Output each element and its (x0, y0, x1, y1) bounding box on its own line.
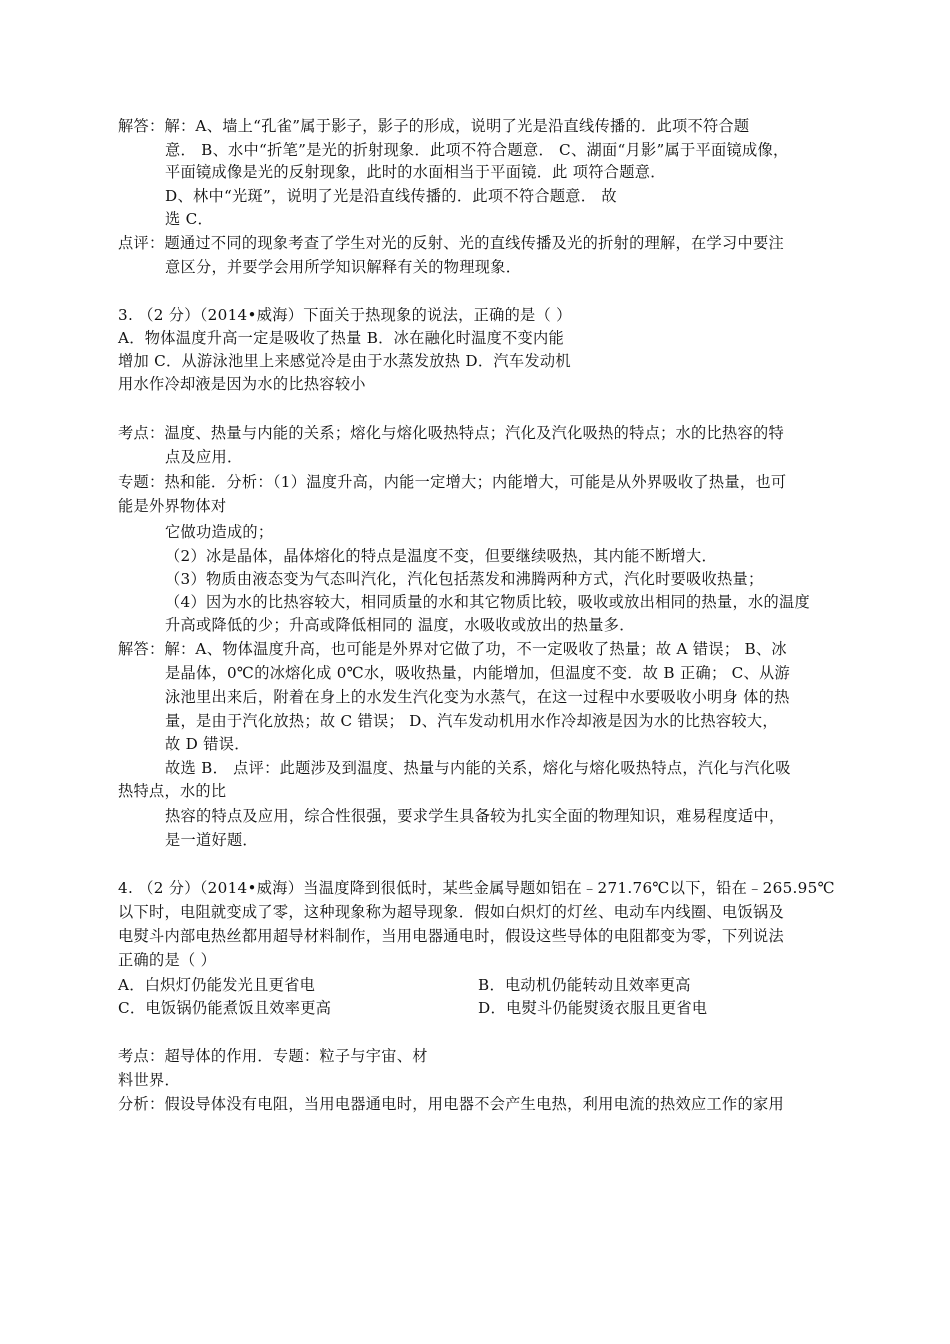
q3-answer-line-2: 是晶体，0℃的冰熔化成 0℃水，吸收热量，内能增加，但温度不变．故 B 正确； C、从游 (165, 664, 790, 682)
q2-answer-line-3: 平面镜成像是光的反射现象，此时的水面相当于平面镜．此 项符合题意． (165, 163, 666, 181)
q4-kaodian-line-1: 考点：超导体的作用．专题：粒子与宇宙、材 (118, 1047, 428, 1065)
q3-options-line-1: A．物体温度升高一定是吸收了热量 B．冰在融化时温度不变内能 (118, 329, 565, 347)
q3-analysis-line-3: 它做功造成的； (165, 523, 274, 541)
q3-analysis-line-7: 升高或降低的少；升高或降低相同的 温度，水吸收或放出的热量多． (165, 616, 635, 634)
q3-analysis-line-5: （3）物质由液态变为气态叫汽化，汽化包括蒸发和沸腾两种方式，汽化时要吸收热量； (165, 570, 764, 588)
q3-answer-line-9: 是一道好题． (165, 831, 258, 849)
q4-stem-line-2: 以下时，电阻就变成了零，这种现象称为超导现象．假如白炽灯的灯丝、电动车内线圈、电饭锅及 (118, 903, 784, 921)
q3-kaodian-line-1: 考点：温度、热量与内能的关系；熔化与熔化吸热特点；汽化及汽化吸热的特点；水的比热容的特 (118, 424, 784, 442)
q3-stem: 3. （2 分）（2014•威海）下面关于热现象的说法，正确的是（ ） (118, 306, 572, 324)
q2-comment-line-2: 意区分，并要学会用所学知识解释有关的物理现象． (165, 258, 522, 276)
q4-option-a: A．白炽灯仍能发光且更省电 (118, 976, 316, 994)
q4-stem-line-1: 4. （2 分）（2014•威海）当温度降到很低时，某些金属导题如铝在﹣271.76℃以下，铅在﹣265.95℃ (118, 879, 835, 897)
q4-stem-line-3: 电熨斗内部电热丝都用超导材料制作，当用电器通电时，假设这些导体的电阻都变为零，下列说法 (118, 927, 784, 945)
q3-answer-line-8: 热容的特点及应用，综合性很强，要求学生具备较为扎实全面的物理知识，难易程度适中， (165, 807, 785, 825)
q4-stem-line-4: 正确的是（ ） (118, 951, 217, 969)
q3-analysis-line-1: 专题：热和能．分析：（1）温度升高，内能一定增大；内能增大，可能是从外界吸收了热量，也可 (118, 473, 787, 491)
q3-answer-line-5: 故 D 错误． (165, 735, 250, 753)
q3-answer-line-3: 泳池里出来后，附着在身上的水发生汽化变为水蒸气，在这一过程中水要吸收小明身 体的热 (165, 688, 790, 706)
q2-answer-line-4: D、林中“光斑”，说明了光是沿直线传播的．此项不符合题意． 故 (165, 187, 617, 205)
q4-option-b: B．电动机仍能转动且效率更高 (478, 976, 691, 994)
q2-answer-line-1: 解答：解：A、墙上“孔雀”属于影子，影子的形成，说明了光是沿直线传播的．此项不符合题 (118, 117, 750, 135)
q4-option-d: D．电熨斗仍能熨烫衣服且更省电 (478, 999, 708, 1017)
q3-answer-line-4: 量，是由于汽化放热；故 C 错误； D、汽车发动机用水作冷却液是因为水的比热容较大， (165, 712, 778, 730)
q3-analysis-line-4: （2）冰是晶体，晶体熔化的特点是温度不变，但要继续吸热，其内能不断增大． (165, 547, 718, 565)
q3-answer-line-1: 解答：解：A、物体温度升高，也可能是外界对它做了功，不一定吸收了热量；故 A 错误； B、冰 (118, 640, 787, 658)
q3-options-line-2: 增加 C．从游泳池里上来感觉冷是由于水蒸发放热 D．汽车发动机 (118, 352, 571, 370)
q2-answer-line-5: 选 C． (165, 210, 214, 228)
q3-answer-line-6: 故选 B． 点评：此题涉及到温度、热量与内能的关系，熔化与熔化吸热特点，汽化与汽化吸 (165, 759, 791, 777)
q2-comment-line-1: 点评：题通过不同的现象考查了学生对光的反射、光的直线传播及光的折射的理解，在学习中要注 (118, 234, 784, 252)
q4-kaodian-line-2: 料世界． (118, 1071, 180, 1089)
q3-analysis-line-6: （4）因为水的比热容较大，相同质量的水和其它物质比较，吸收或放出相同的热量，水的温度 (165, 593, 810, 611)
q4-analysis-line-1: 分析：假设导体没有电阻，当用电器通电时，用电器不会产生电热，利用电流的热效应工作的家用 (118, 1095, 784, 1113)
q2-answer-line-2: 意． B、水中“折笔”是光的折射现象．此项不符合题意． C、湖面“月影”属于平面镜成像， (165, 141, 789, 159)
q3-kaodian-line-2: 点及应用． (165, 448, 243, 466)
q3-analysis-line-2: 能是外界物体对 (118, 497, 227, 515)
q3-options-line-3: 用水作冷却液是因为水的比热容较小 (118, 375, 366, 393)
q4-option-c: C．电饭锅仍能煮饭且效率更高 (118, 999, 332, 1017)
q3-answer-line-7: 热特点，水的比 (118, 782, 227, 800)
